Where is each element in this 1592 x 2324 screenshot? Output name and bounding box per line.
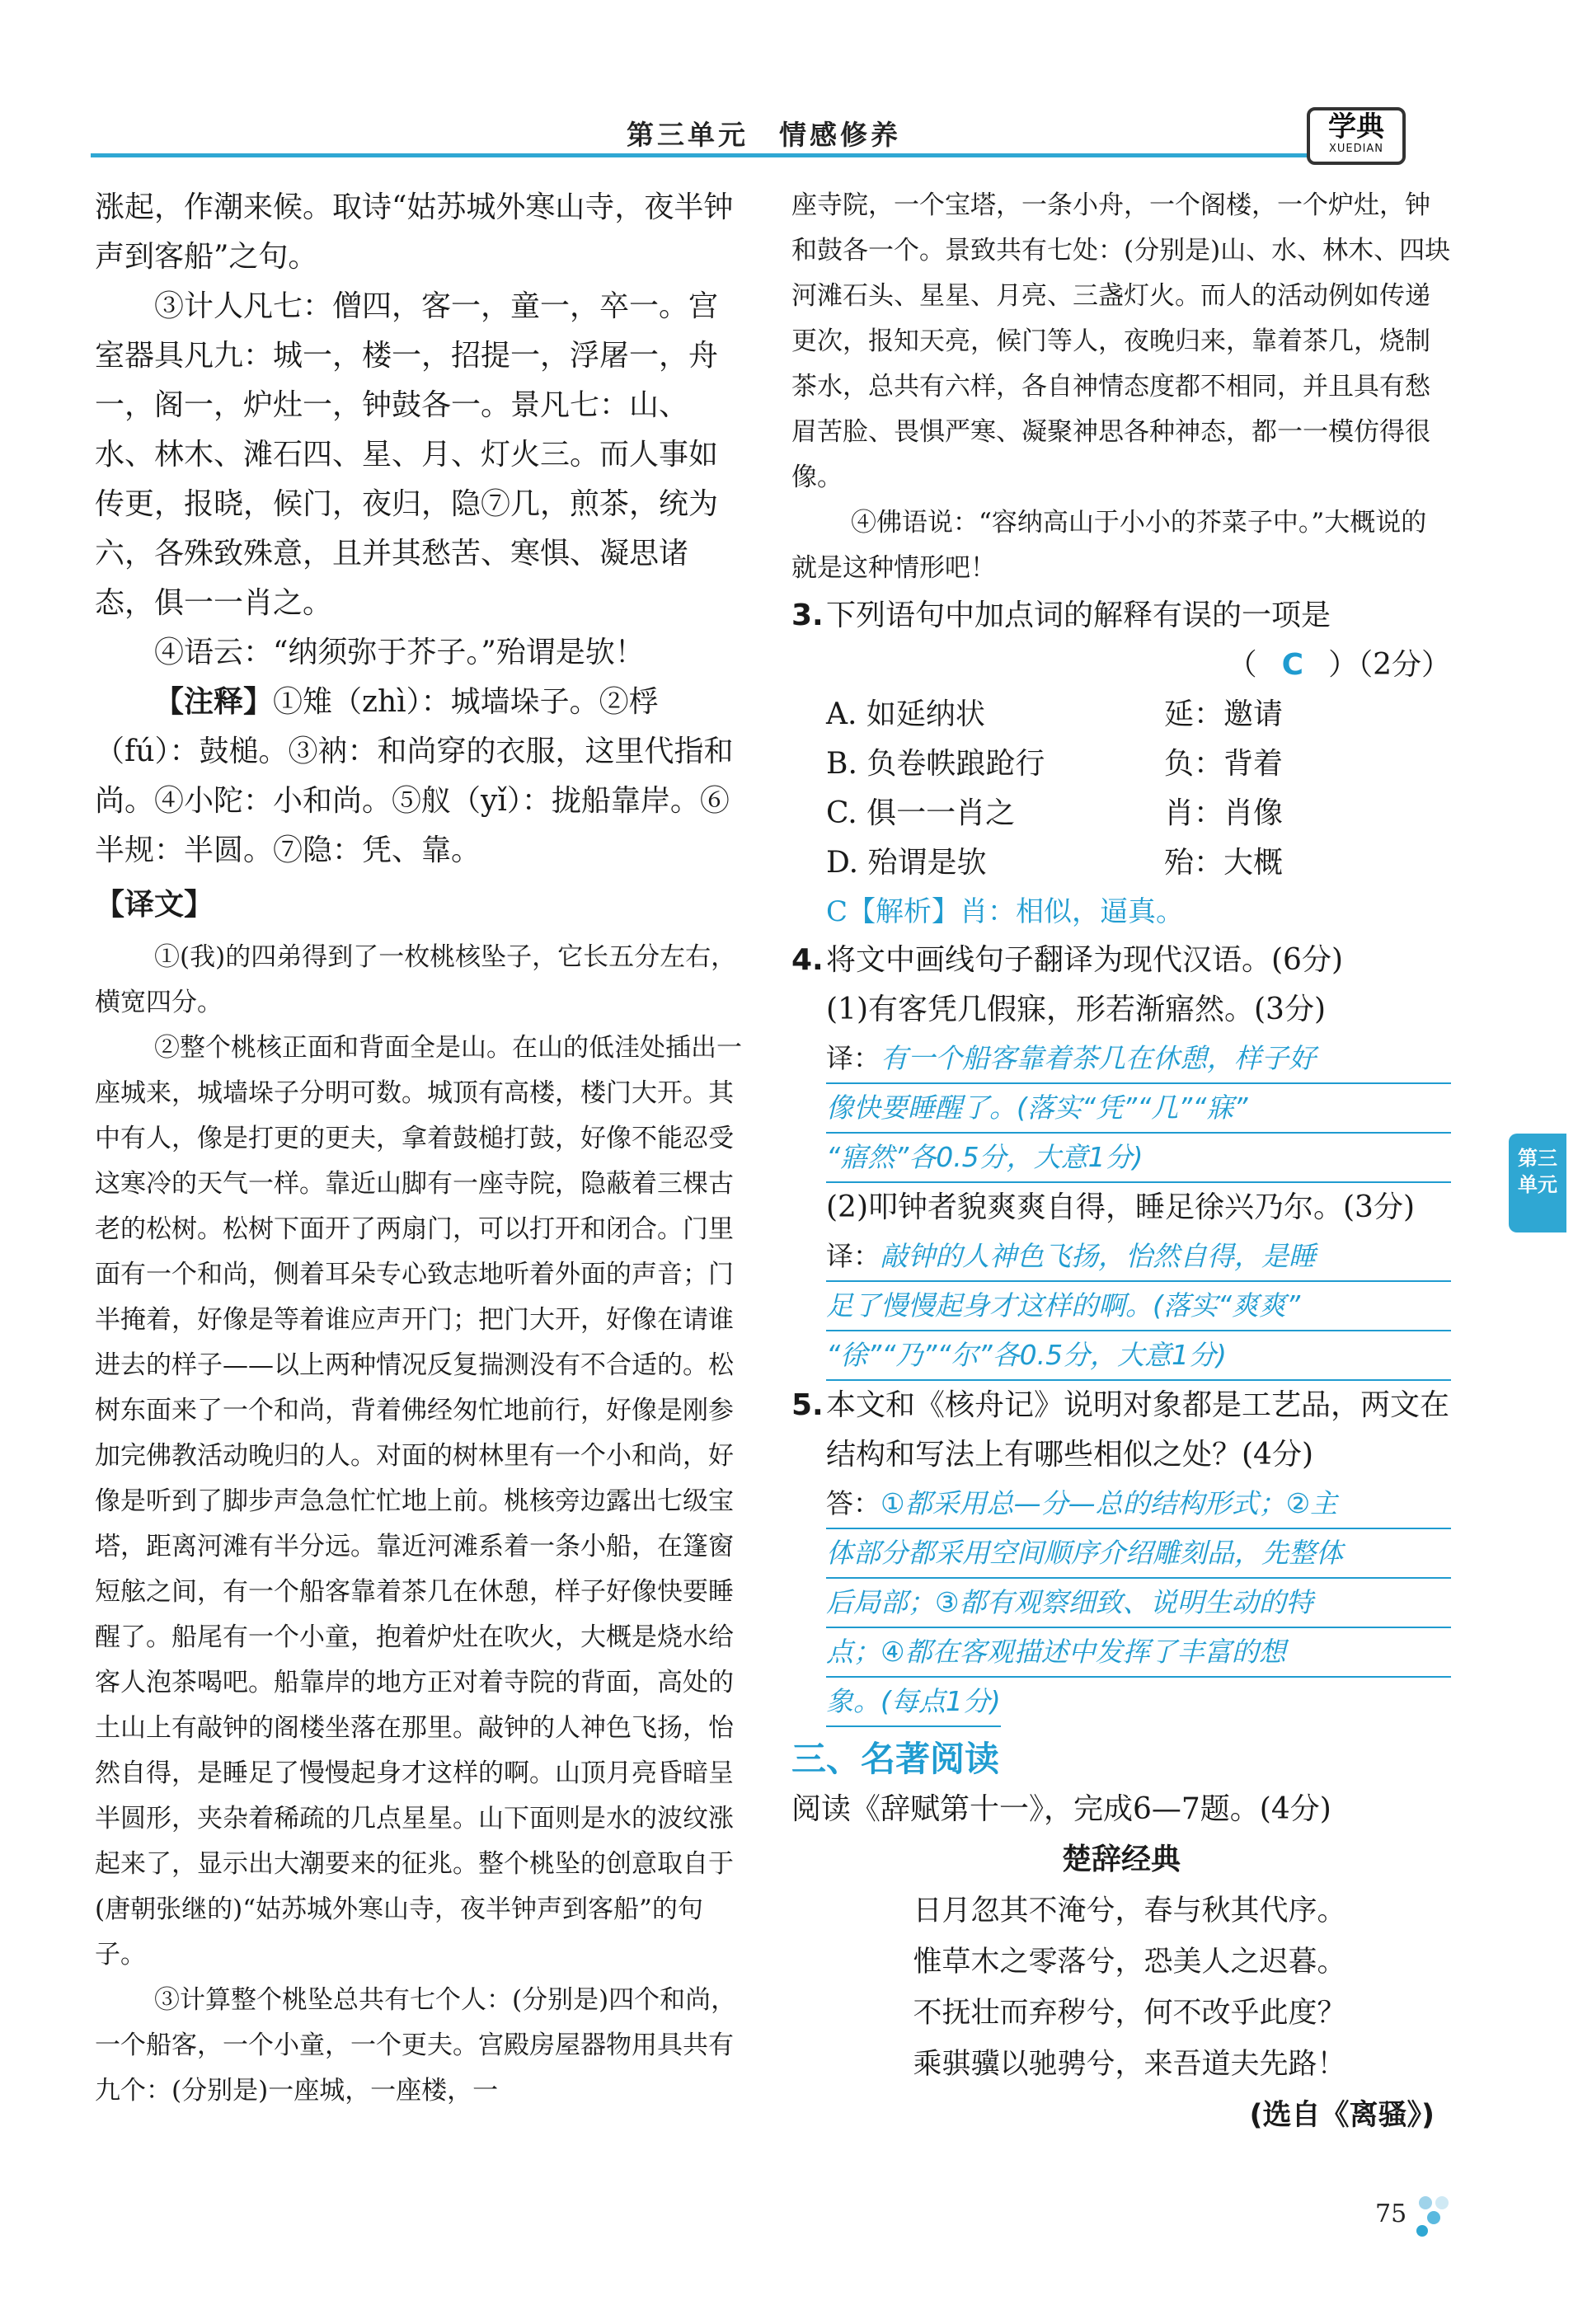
option-row xyxy=(826,789,1451,838)
translation-p1: ①(我)的四弟得到了一枚桃核坠子，它长五分左右，横宽四分。 xyxy=(95,942,737,1017)
translation-p2: ②整个桃核正面和背面全是山。在山的低洼处插出一座城来，城墙垛子分明可数。城顶有高楼，楼门大开。其中有人，像是打更的更夫，拿着鼓槌打鼓，好像不能忍受这寒冷的天气一样。靠近山脚有一座寺院，隐蔽着三棵古老的松树。松树下面开了两扇门，可以打开和闭合。门里面有一个和尚，侧着耳朵专心致志地听着外面的声音；门半掩着，好像是等着谁应声开门；把门大开，好像在请谁进去的样子——以上两种情况反复揣测没有不合适的。松树东面来了一个和尚，背着佛经匆忙地前行，好像是刚参加完佛教活动晚归的人。对面的树林里有一个小和尚，好像是听到了脚步声急急忙忙地上前。桃核旁边露出七级宝塔，距离河滩有半分远。靠近河滩系着一条小船，在篷窗短舷之间，有一个船客靠着茶几在休憩，样子好像快要睡醒了。船尾有一个小童，抱着炉灶在吹火，大概是烧水给客人泡茶喝吧。船靠岸的地方正对着寺院的背面，高处的土山上有敲钟的阁楼坐落在那里。敲钟的人神色飞扬，怡然自得，是睡足了慢慢起身才这样的啊。山顶月亮昏暗呈半圆形，夹杂着稀疏的几点星星。山下面则是水的波纹涨起来了，显示出大潮要来的征兆。整个桃坠的创意取自于(唐朝张继的)“姑苏城外寒山寺，夜半钟声到客船”的句子。 xyxy=(95,1033,742,1970)
translation-p3-cont: 座寺院，一个宝塔，一条小舟，一个阁楼，一个炉灶，钟和鼓各一个。景致共有七处：(分别是)山、水、林木、四块河滩石头、星星、月亮、三盏灯火。而人的活动例如传递更次，报知天亮，候门等人，夜晚归来，靠着茶几，烧制茶水，总共有六样，各自神情态度都不相同，并且具有愁眉苦脸、畏惧严寒、凝聚神思各种神态，都一一模仿得很像。 xyxy=(791,190,1451,492)
classic-text-p3: ④语云：“纳须弥于芥子。”殆谓是欤！ xyxy=(154,636,645,669)
logo-en: XUEDIAN xyxy=(1328,143,1384,155)
option-row xyxy=(826,690,1451,739)
option-row xyxy=(826,739,1451,789)
answer-prefix: 译： xyxy=(826,1240,881,1272)
page-header xyxy=(0,0,1592,165)
question-text: 将文中画线句子翻译为现代汉语。(6分) xyxy=(826,943,1343,977)
section-heading: 三、名著阅读 xyxy=(791,1739,1000,1779)
option-gloss: 延：邀请 xyxy=(1164,697,1284,731)
answer-prefix: 答： xyxy=(826,1487,881,1519)
answer-line xyxy=(826,1232,1451,1282)
answer-line xyxy=(826,1035,1451,1084)
answer-line: 后局部；③都有观察细致、说明生动的特 xyxy=(826,1579,1451,1628)
question-number: 3. xyxy=(791,599,824,632)
option-text: C. 俱一一肖之 xyxy=(826,796,1016,830)
q4-answer-2 xyxy=(791,1232,1451,1381)
paren-open: （ xyxy=(1227,648,1257,682)
question-number: 5. xyxy=(791,1388,824,1422)
answer-text: 敲钟的人神色飞扬，怡然自得，是睡 xyxy=(881,1240,1316,1272)
poem-line: 乘骐骥以驰骋兮，来吾道夫先路！ xyxy=(913,2048,1346,2081)
answer-text: 有一个船客靠着茶几在休憩，样子好 xyxy=(881,1042,1316,1074)
notes-text: ①雉（zhì）：城墙垛子。②桴（fú）：鼓槌。③衲：和尚穿的衣服，这里代指和尚。④小陀：小和尚。⑤舣（yǐ）：拢船靠岸。⑥半规：半圆。⑦隐：凭、靠。 xyxy=(95,685,734,867)
notes xyxy=(95,678,746,876)
question-text: 本文和《核舟记》说明对象都是工艺品，两文在结构和写法上有哪些相似之处？(4分) xyxy=(826,1388,1450,1472)
reading-prompt: 阅读《辞赋第十一》，完成6—7题。(4分) xyxy=(791,1792,1331,1826)
q5-answer xyxy=(791,1480,1451,1730)
answer-line: 点；④都在客观描述中发挥了丰富的想 xyxy=(826,1628,1451,1678)
q4-answer-1 xyxy=(791,1035,1451,1183)
poem-line: 日月忽其不淹兮，春与秋其代序。 xyxy=(913,1894,1346,1927)
classic-text-p2: ③计人凡七：僧四，客一，童一，卒一。宫室器具凡九：城一，楼一，招提一，浮屠一，舟一，阁一，炉灶一，钟鼓各一。景凡七：山、水、林木、滩石四、星、月、灯火三。而人事如传更，报晓，候门，夜归，隐⑦几，煎茶，统为六，各殊致殊意，且并其愁苦、寒惧、凝思诸态，俱一一肖之。 xyxy=(95,289,719,620)
question-5 xyxy=(791,1381,1451,1480)
option-row xyxy=(826,838,1451,888)
answer-text: ①都采用总—分—总的结构形式；②主 xyxy=(881,1487,1338,1519)
decorative-dots-icon xyxy=(1414,2193,1463,2242)
poem-title: 楚辞经典 xyxy=(1061,1843,1181,1876)
translation-p3: ③计算整个桃坠总共有七个人：(分别是)四个和尚，一个船客，一个小童，一个更夫。宫殿房屋器物用具共有九个：(分别是)一座城，一座楼，一 xyxy=(95,1985,737,2106)
q4-sub-2: (2)叩钟者貌爽爽自得，睡足徐兴乃尔。(3分) xyxy=(826,1190,1415,1224)
question-number: 4. xyxy=(791,943,824,977)
option-text: B. 负卷帙踉跄行 xyxy=(826,747,1045,781)
classic-text-p1: 涨起，作潮来候。取诗“姑苏城外寒山寺，夜半钟声到客船”之句。 xyxy=(95,190,734,274)
notes-label: 【注释】 xyxy=(154,685,274,719)
answer-line: 体部分都采用空间顺序介绍雕刻品，先整体 xyxy=(826,1529,1451,1579)
page-number: 75 xyxy=(1375,2200,1407,2228)
poem-source: (选自《离骚》) xyxy=(1249,2099,1435,2132)
answer-line: “徐”“乃”“尔”各0.5分，大意1分) xyxy=(826,1331,1451,1381)
q3-options xyxy=(791,690,1451,888)
answer-line: “寤然”各0.5分，大意1分) xyxy=(826,1134,1451,1183)
header-rule xyxy=(91,153,1327,157)
option-text: D. 殆谓是欤 xyxy=(826,846,987,880)
unit-title: 第三单元 情感修养 xyxy=(627,119,901,151)
poem-line: 不抚壮而弃秽兮，何不改乎此度？ xyxy=(913,1997,1346,2030)
translation-label: 【译文】 xyxy=(95,888,214,922)
q4-sub-1: (1)有客凭几假寐，形若渐寤然。(3分) xyxy=(826,993,1326,1026)
q3-analysis: C【解析】肖：相似，逼真。 xyxy=(826,895,1185,928)
option-gloss: 肖：肖像 xyxy=(1164,796,1284,830)
answer-prefix: 译： xyxy=(826,1042,881,1074)
xuedian-logo xyxy=(1307,107,1406,165)
question-4 xyxy=(791,936,1451,985)
translation-p4: ④佛语说：“容纳高山于小小的芥菜子中。”大概说的就是这种情形吧！ xyxy=(791,508,1427,583)
paren-close: ）（2分） xyxy=(1328,648,1451,682)
option-gloss: 殆：大概 xyxy=(1164,846,1284,880)
option-gloss: 负：背着 xyxy=(1164,747,1284,781)
q3-answer: C xyxy=(1281,648,1304,682)
question-text: 下列语句中加点词的解释有误的一项是 xyxy=(826,599,1331,632)
question-3 xyxy=(791,591,1451,641)
right-column xyxy=(791,183,1451,2141)
answer-line xyxy=(826,1480,1451,1529)
unit-side-tab: 第三单元 xyxy=(1509,1134,1566,1232)
poem-line: 惟草木之零落兮，恐美人之迟暮。 xyxy=(913,1946,1346,1979)
option-text: A. 如延纳状 xyxy=(826,697,985,731)
left-column xyxy=(95,183,746,2114)
answer-line: 足了慢慢起身才这样的啊。(落实“爽爽” xyxy=(826,1282,1451,1331)
answer-line: 像快要睡醒了。(落实“凭”“几”“寐” xyxy=(826,1084,1451,1134)
answer-line: 象。(每点1分) xyxy=(826,1678,1001,1727)
logo-cn: 学典 xyxy=(1328,110,1384,143)
q3-answer-line xyxy=(791,641,1451,690)
